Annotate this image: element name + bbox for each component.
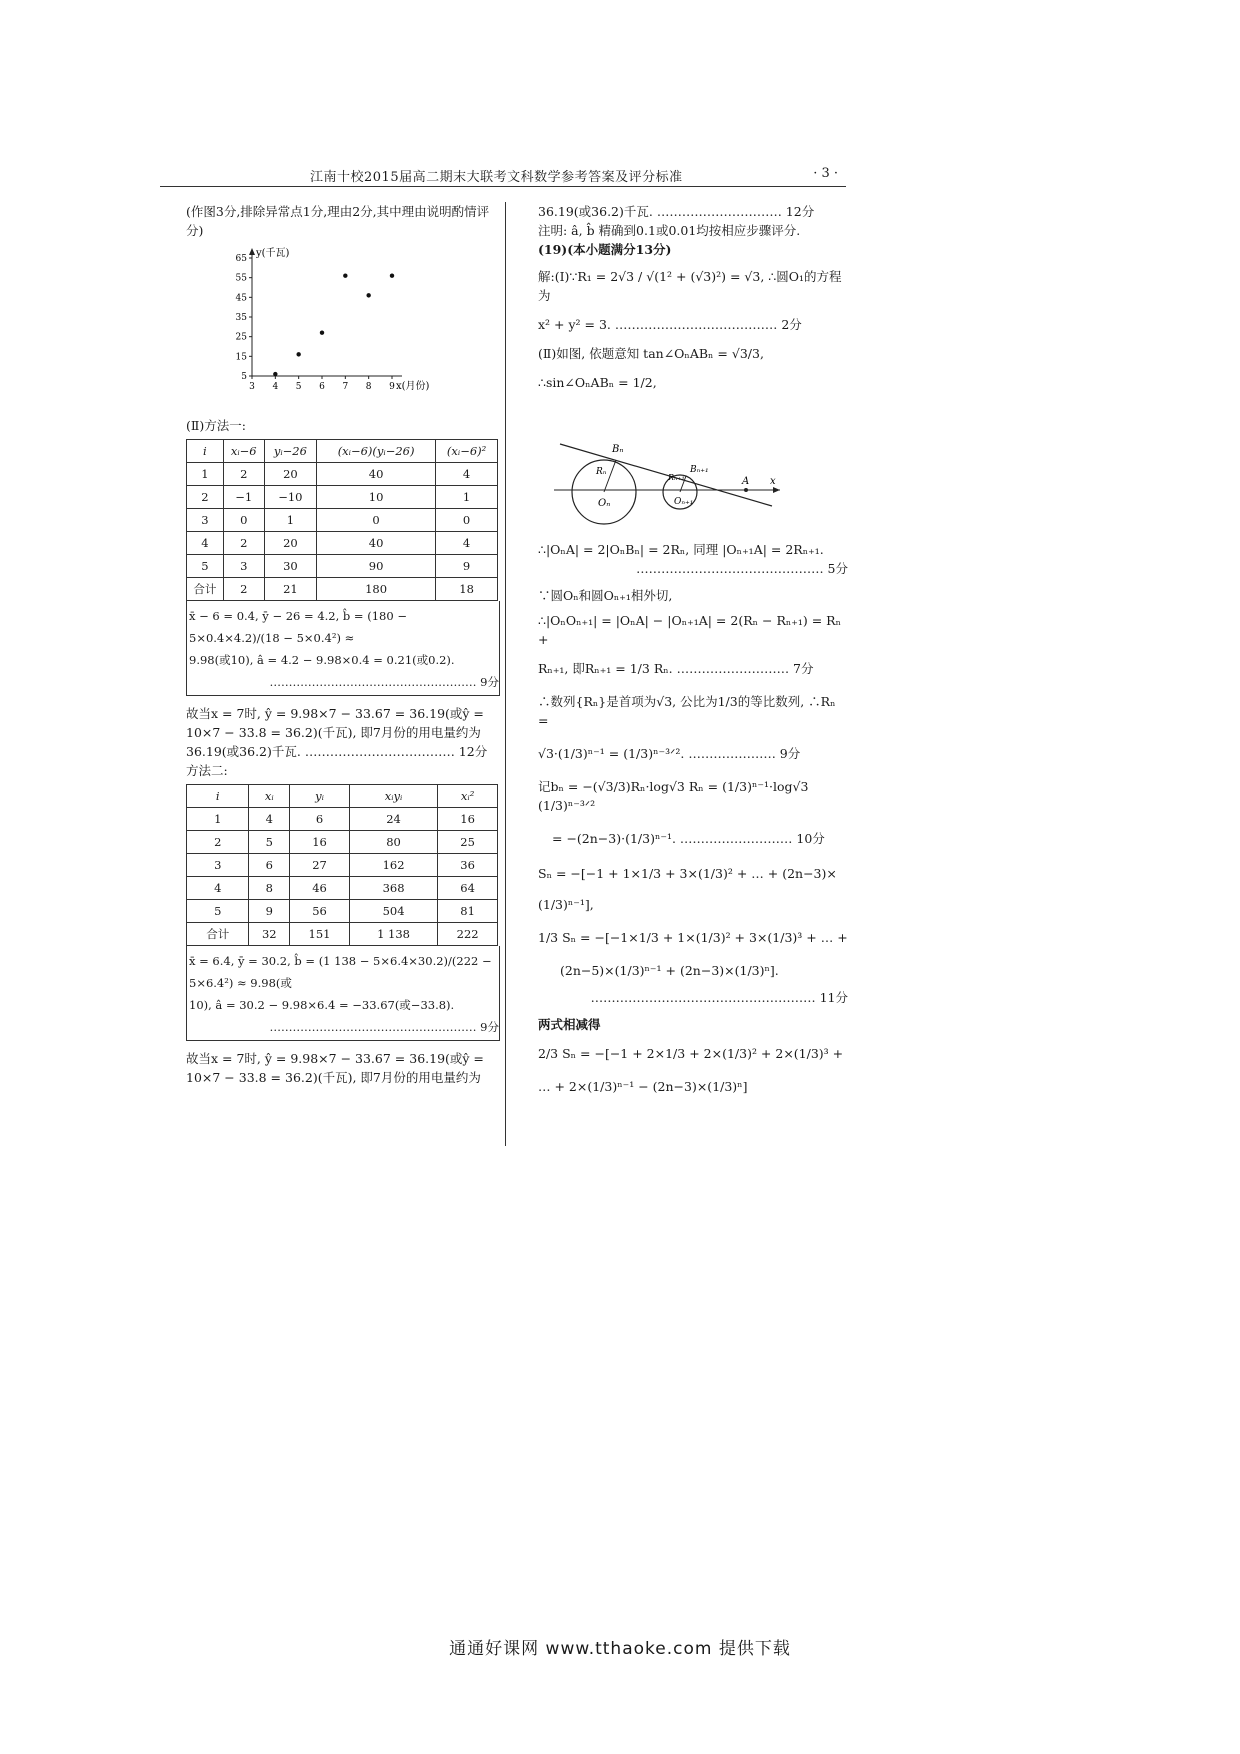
scatter-chart <box>222 244 442 394</box>
method1-table-header-cell: yᵢ−26 <box>264 440 316 463</box>
method1-calc-line2: 9.98(或10), â = 4.2 − 9.98×0.4 = 0.21(或0.2). <box>189 653 455 667</box>
q19-step-5: ∴|OₙA| = 2|OₙBₙ| = 2Rₙ, 同理 |Oₙ₊₁A| = 2Rₙ₊₁. <box>538 542 824 557</box>
table-cell: 90 <box>317 555 436 578</box>
table-cell: 3 <box>223 555 264 578</box>
table-row <box>187 532 498 555</box>
table-row <box>187 555 498 578</box>
right-column <box>538 202 848 1096</box>
table-cell: 1 138 <box>349 923 437 946</box>
q19-step-6: ∵圆Oₙ和圆Oₙ₊₁相外切, <box>538 588 673 603</box>
q19-heading: (19)(本小题满分13分) <box>538 242 672 257</box>
y-tick-label: 45 <box>235 293 247 304</box>
table-cell: 64 <box>438 877 498 900</box>
table-cell: 4 <box>187 877 249 900</box>
table-row <box>187 578 498 601</box>
x-tick-label: 9 <box>389 382 395 392</box>
method1-score: ……………………………………………… 9分 <box>269 675 499 689</box>
data-point <box>390 274 394 278</box>
table-cell: 162 <box>349 854 437 877</box>
table-cell: 40 <box>317 463 436 486</box>
y-tick-label: 5 <box>241 372 247 382</box>
method2-calc-line1: x̄ = 6.4, ȳ = 30.2, b̂ = (1 138 − 5×6.4×30.2)/(222 − 5×6.4²) ≈ 9.98(或 <box>189 954 492 990</box>
method2-conclusion-2: 10×7 − 33.8 = 36.2)(千瓦), 即7月份的用电量约为 <box>186 1070 481 1085</box>
table-cell: 0 <box>223 509 264 532</box>
label-rn: Rₙ <box>596 467 607 477</box>
x-tick-label: 5 <box>295 382 302 392</box>
y-tick-label: 35 <box>235 313 247 323</box>
table-cell: 56 <box>290 900 350 923</box>
method2-calc-line2: 10), â = 30.2 − 9.98×6.4 = −33.67(或−33.8). <box>189 998 455 1012</box>
q19-step-12: = −(2n−3)·(1/3)ⁿ⁻¹. ……………………… 10分 <box>552 831 825 846</box>
table-cell: 4 <box>187 532 224 555</box>
table-cell: 368 <box>349 877 437 900</box>
column-divider <box>505 202 506 1146</box>
q19-step-1: 解:(Ⅰ)∵R₁ = 2√3 / √(1² + (√3)²) = √3, ∴圆O₁的方程为 <box>538 269 842 303</box>
y-axis-label: y(千瓦) <box>256 248 290 259</box>
label-on1: Oₙ₊₁ <box>674 497 694 507</box>
q19-step-11: 记bₙ = −(√3/3)Rₙ·log√3 Rₙ = (1/3)ⁿ⁻¹·log√3 (1/3)ⁿ⁻³ᐟ² <box>538 779 809 813</box>
q19-step-7: ∴|OₙOₙ₊₁| = |OₙA| − |Oₙ₊₁A| = 2(Rₙ − Rₙ₊₁) = Rₙ + <box>538 613 841 647</box>
table-cell: 0 <box>317 509 436 532</box>
method1-conclusion-3: 36.19(或36.2)千瓦. ……………………………… 12分 <box>186 744 488 759</box>
method2-table-header-cell: xᵢ² <box>438 785 498 808</box>
table-cell: 36 <box>438 854 498 877</box>
y-axis-arrow <box>249 248 255 255</box>
table-cell: 4 <box>436 463 498 486</box>
x-axis-label: x(月份) <box>396 381 430 392</box>
q19-score-11: ……………………………………………… 11分 <box>590 990 848 1005</box>
q19-step-17: 两式相减得 <box>538 1017 601 1032</box>
table-cell: 6 <box>290 808 350 831</box>
tangent-circles-diagram <box>550 422 790 532</box>
table-cell: 2 <box>223 532 264 555</box>
table-cell: 3 <box>187 854 249 877</box>
method2-calculation <box>186 946 500 1041</box>
method1-table-header-cell: xᵢ−6 <box>223 440 264 463</box>
header-title: 江南十校2015届高二期末大联考文科数学参考答案及评分标准 <box>310 170 683 185</box>
data-point <box>296 352 300 356</box>
table-cell: 222 <box>438 923 498 946</box>
table-cell: 0 <box>436 509 498 532</box>
left-column <box>186 202 498 1087</box>
table-cell: 4 <box>249 808 290 831</box>
download-footer: 通通好课网 www.tthaoke.com 提供下载 <box>449 1639 791 1659</box>
x-tick-label: 3 <box>249 382 255 392</box>
data-point <box>320 331 324 335</box>
table-cell: 5 <box>187 555 224 578</box>
q19-score-5: ……………………………………… 5分 <box>636 561 848 576</box>
table-row <box>187 808 498 831</box>
x-tick-label: 4 <box>272 382 279 392</box>
table-cell: 4 <box>436 532 498 555</box>
table-row <box>187 877 498 900</box>
table-cell: −10 <box>264 486 316 509</box>
table-cell: 32 <box>249 923 290 946</box>
table-cell: 21 <box>264 578 316 601</box>
method2-conclusion-1: 故当x = 7时, ŷ = 9.98×7 − 33.67 = 36.19(或ŷ = <box>186 1051 484 1066</box>
table-cell: 合计 <box>187 923 249 946</box>
table-cell: 1 <box>187 463 224 486</box>
x-tick-label: 7 <box>342 382 349 392</box>
method2-table <box>186 784 498 946</box>
method2-label: 方法二: <box>186 763 228 778</box>
method1-table-header-cell: (xᵢ−6)(yᵢ−26) <box>317 440 436 463</box>
y-tick-label: 55 <box>235 273 247 284</box>
table-cell: 81 <box>438 900 498 923</box>
table-row <box>187 509 498 532</box>
table-row <box>187 854 498 877</box>
x-tick-label: 8 <box>365 382 372 392</box>
method2-table-header-row <box>187 785 498 808</box>
table-cell: 151 <box>290 923 350 946</box>
q19-step-4: ∴sin∠OₙABₙ = 1/2, <box>538 375 657 390</box>
method1-conclusion-1: 故当x = 7时, ŷ = 9.98×7 − 33.67 = 36.19(或ŷ = <box>186 706 484 721</box>
x-tick-label: 6 <box>319 382 325 392</box>
table-row <box>187 923 498 946</box>
table-cell: 5 <box>187 900 249 923</box>
table-cell: 20 <box>264 532 316 555</box>
page-header <box>160 162 846 187</box>
method1-conclusion-2: 10×7 − 33.8 = 36.2)(千瓦), 即7月份的用电量约为 <box>186 725 481 740</box>
label-rn1: Rₙ₊₁ <box>668 473 685 482</box>
q19-step-18: 2/3 Sₙ = −[−1 + 2×1/3 + 2×(1/3)² + 2×(1/3)³ + <box>538 1046 844 1061</box>
table-cell: 24 <box>349 808 437 831</box>
q18-tail: 36.19(或36.2)千瓦. ………………………… 12分 <box>538 204 815 219</box>
q19-step-10: √3·(1/3)ⁿ⁻¹ = (1/3)ⁿ⁻³ᐟ². ………………… 9分 <box>538 746 801 761</box>
q19-step-13: Sₙ = −[−1 + 1×1/3 + 3×(1/3)² + … + (2n−3)× <box>538 866 837 881</box>
data-point <box>366 293 370 297</box>
label-bn: Bₙ <box>612 444 624 455</box>
table-cell: 504 <box>349 900 437 923</box>
table-row <box>187 486 498 509</box>
table-row <box>187 900 498 923</box>
table-cell: 27 <box>290 854 350 877</box>
table-cell: 20 <box>264 463 316 486</box>
method1-table-header-cell: i <box>187 440 224 463</box>
q19-step-15: 1/3 Sₙ = −[−1×1/3 + 1×(1/3)² + 3×(1/3)³ + … + <box>538 930 848 945</box>
table-row <box>187 831 498 854</box>
q19-step-2: x² + y² = 3. ………………………………… 2分 <box>538 317 802 332</box>
table-cell: 合计 <box>187 578 224 601</box>
method2-table-header-cell: yᵢ <box>290 785 350 808</box>
table-row <box>187 463 498 486</box>
table-cell: 6 <box>249 854 290 877</box>
label-on: Oₙ <box>598 498 611 509</box>
table-cell: 2 <box>223 463 264 486</box>
table-cell: 16 <box>290 831 350 854</box>
table-cell: 18 <box>436 578 498 601</box>
method1-table-header-row <box>187 440 498 463</box>
table-cell: 30 <box>264 555 316 578</box>
method2-table-header-cell: xᵢ <box>249 785 290 808</box>
table-cell: 2 <box>223 578 264 601</box>
q19-step-16: (2n−5)×(1/3)ⁿ⁻¹ + (2n−3)×(1/3)ⁿ]. <box>560 963 779 978</box>
label-bn1: Bₙ₊₁ <box>690 465 709 475</box>
q19-step-8: Rₙ₊₁, 即Rₙ₊₁ = 1/3 Rₙ. ……………………… 7分 <box>538 661 814 676</box>
table-cell: 1 <box>264 509 316 532</box>
table-cell: 2 <box>187 831 249 854</box>
table-cell: 9 <box>436 555 498 578</box>
table-cell: 3 <box>187 509 224 532</box>
data-point <box>273 372 277 376</box>
header-page-number: · 3 · <box>813 166 838 181</box>
method1-calculation <box>186 601 500 696</box>
table-cell: 1 <box>187 808 249 831</box>
table-cell: 16 <box>438 808 498 831</box>
table-cell: 46 <box>290 877 350 900</box>
label-a: A <box>742 476 750 487</box>
table-cell: 180 <box>317 578 436 601</box>
table-cell: 8 <box>249 877 290 900</box>
table-cell: 25 <box>438 831 498 854</box>
table-cell: 5 <box>249 831 290 854</box>
table-cell: 80 <box>349 831 437 854</box>
method1-label: (Ⅱ)方法一: <box>186 418 246 433</box>
q19-step-19: … + 2×(1/3)ⁿ⁻¹ − (2n−3)×(1/3)ⁿ] <box>538 1079 748 1094</box>
method2-table-header-cell: i <box>187 785 249 808</box>
q19-step-3: (Ⅱ)如图, 依题意知 tan∠OₙABₙ = √3/3, <box>538 346 764 361</box>
precision-note: 注明: â, b̂ 精确到0.1或0.01均按相应步骤评分. <box>538 223 801 238</box>
table-cell: −1 <box>223 486 264 509</box>
y-tick-label: 15 <box>235 352 247 363</box>
table-cell: 2 <box>187 486 224 509</box>
table-cell: 10 <box>317 486 436 509</box>
method1-calc-line1: x̄ − 6 = 0.4, ȳ − 26 = 4.2, b̂ = (180 − 5×0.4×4.2)/(18 − 5×0.4²) ≈ <box>189 609 407 645</box>
method1-table <box>186 439 498 601</box>
table-cell: 9 <box>249 900 290 923</box>
grading-note: (作图3分,排除异常点1分,理由2分,其中理由说明酌情评分) <box>186 204 490 238</box>
y-tick-label: 65 <box>235 254 247 264</box>
label-x-axis: x <box>770 476 776 487</box>
method2-table-header-cell: xᵢyᵢ <box>349 785 437 808</box>
method2-score: ……………………………………………… 9分 <box>269 1020 499 1034</box>
table-cell: 40 <box>317 532 436 555</box>
y-tick-label: 25 <box>235 332 247 343</box>
data-point <box>343 274 347 278</box>
q19-step-14: (1/3)ⁿ⁻¹], <box>538 897 594 912</box>
method1-table-header-cell: (xᵢ−6)² <box>436 440 498 463</box>
table-cell: 1 <box>436 486 498 509</box>
q19-step-9: ∴数列{Rₙ}是首项为√3, 公比为1/3的等比数列, ∴Rₙ = <box>538 694 836 728</box>
